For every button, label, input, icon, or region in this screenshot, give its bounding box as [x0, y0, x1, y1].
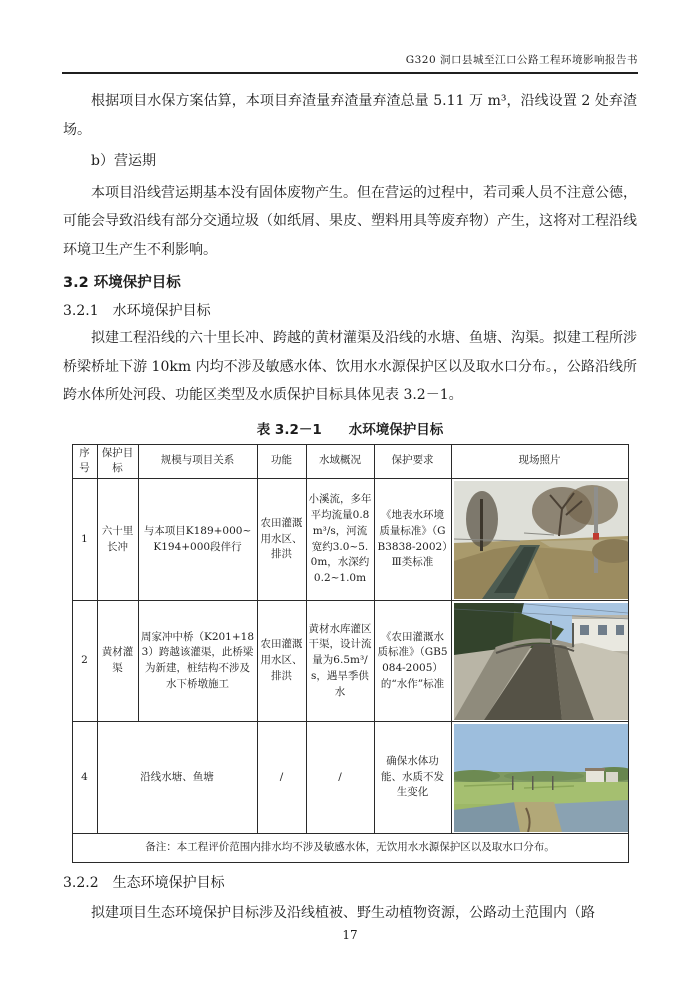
- cell-photo: [451, 479, 628, 601]
- cell-requirement: 确保水体功能、水质不发生变化: [374, 722, 451, 834]
- cell-function: 农田灌溉用水区、排洪: [257, 601, 306, 722]
- cell-target: 六十里长冲: [97, 479, 138, 601]
- cell-overview: /: [306, 722, 374, 834]
- cell-photo: [451, 601, 628, 722]
- page-number: 17: [342, 928, 358, 942]
- table-remark-row: [72, 834, 628, 863]
- col-header-seq: 序号: [72, 444, 97, 479]
- paragraph-spoil-estimate: 根据项目水保方案估算，本项目弃渣量弃渣量弃渣总量 5.11 万 m³，沿线设置 2 处弃渣场。: [63, 93, 637, 138]
- paragraph-operation-waste: 本项目沿线营运期基本没有固体废物产生。但在营运的过程中，若司乘人员不注意公德，可能会导致沿线有部分交通垃圾（如纸屑、果皮、塑料用具等废弃物）产生，这将对工程沿线环境卫生产生不利影响。: [63, 184, 637, 258]
- cell-requirement: 《农田灌溉水质标准》（GB5084-2005）的“水作”标准: [374, 601, 451, 722]
- page-header-title: G320 洞口县城至江口公路工程环境影响报告书: [62, 0, 638, 74]
- cell-target-relation: 沿线水塘、鱼塘: [97, 722, 257, 834]
- table-row: [72, 722, 628, 834]
- subheading-operation-period: b）营运期: [91, 153, 156, 169]
- col-header-function: 功能: [257, 444, 306, 479]
- cell-seq: 4: [72, 722, 97, 834]
- cell-function: /: [257, 722, 306, 834]
- canal-site-photo: [454, 603, 628, 720]
- table-title: 表 3.2－1 水环境保护目标: [256, 421, 444, 438]
- cell-overview: 小溪流，多年平均流量0.8m³/s，河流宽约3.0~5.0m，水深约0.2~1.0m: [306, 479, 374, 601]
- table-row: [72, 601, 628, 722]
- heading-3-2: 3.2 环境保护目标: [63, 275, 181, 291]
- paragraph-water-targets: 拟建工程沿线的六十里长冲、跨越的黄材灌渠及沿线的水塘、鱼塘、沟渠。拟建工程所涉桥梁桥址下游 10km 内均不涉及敏感水体、饮用水水源保护区以及取水口分布。，公路沿线所跨水体所处河段、功能区类型及水质保护目标具体见表 3.2－1。: [63, 330, 637, 403]
- cell-seq: 2: [72, 601, 97, 722]
- col-header-requirement: 保护要求: [374, 444, 451, 479]
- cell-function: 农田灌溉用水区、排洪: [257, 479, 306, 601]
- cell-relation: 周家冲中桥（K201+183）跨越该灌渠，此桥梁为新建，桩结构不涉及水下桥墩施工: [138, 601, 257, 722]
- cell-relation: 与本项目K189+000~K194+000段伴行: [138, 479, 257, 601]
- col-header-target: 保护目标: [97, 444, 138, 479]
- pond-site-photo: [454, 724, 628, 832]
- cell-target: 黄材灌渠: [97, 601, 138, 722]
- table-row: [72, 479, 628, 601]
- cell-requirement: 《地表水环境质量标准》（GB3838-2002）Ⅲ类标准: [374, 479, 451, 601]
- col-header-relation: 规模与项目关系: [138, 444, 257, 479]
- water-protection-target-table: [72, 444, 629, 864]
- cell-seq: 1: [72, 479, 97, 601]
- col-header-overview: 水域概况: [306, 444, 374, 479]
- heading-3-2-1: 3.2.1 水环境保护目标: [63, 303, 211, 319]
- paragraph-eco-targets: 拟建项目生态环境保护目标涉及沿线植被、野生动植物资源，公路动土范围内（路: [91, 905, 595, 921]
- cell-photo: [451, 722, 628, 834]
- stream-site-photo: [454, 481, 628, 599]
- col-header-photo: 现场照片: [451, 444, 628, 479]
- heading-3-2-2: 3.2.2 生态环境保护目标: [63, 875, 225, 891]
- table-remark: 备注：本工程评价范围内排水均不涉及敏感水体，无饮用水水源保护区以及取水口分布。: [72, 834, 628, 863]
- table-header-row: [72, 444, 628, 479]
- cell-overview: 黄材水库灌区干渠，设计流量为6.5m³/s，遇旱季供水: [306, 601, 374, 722]
